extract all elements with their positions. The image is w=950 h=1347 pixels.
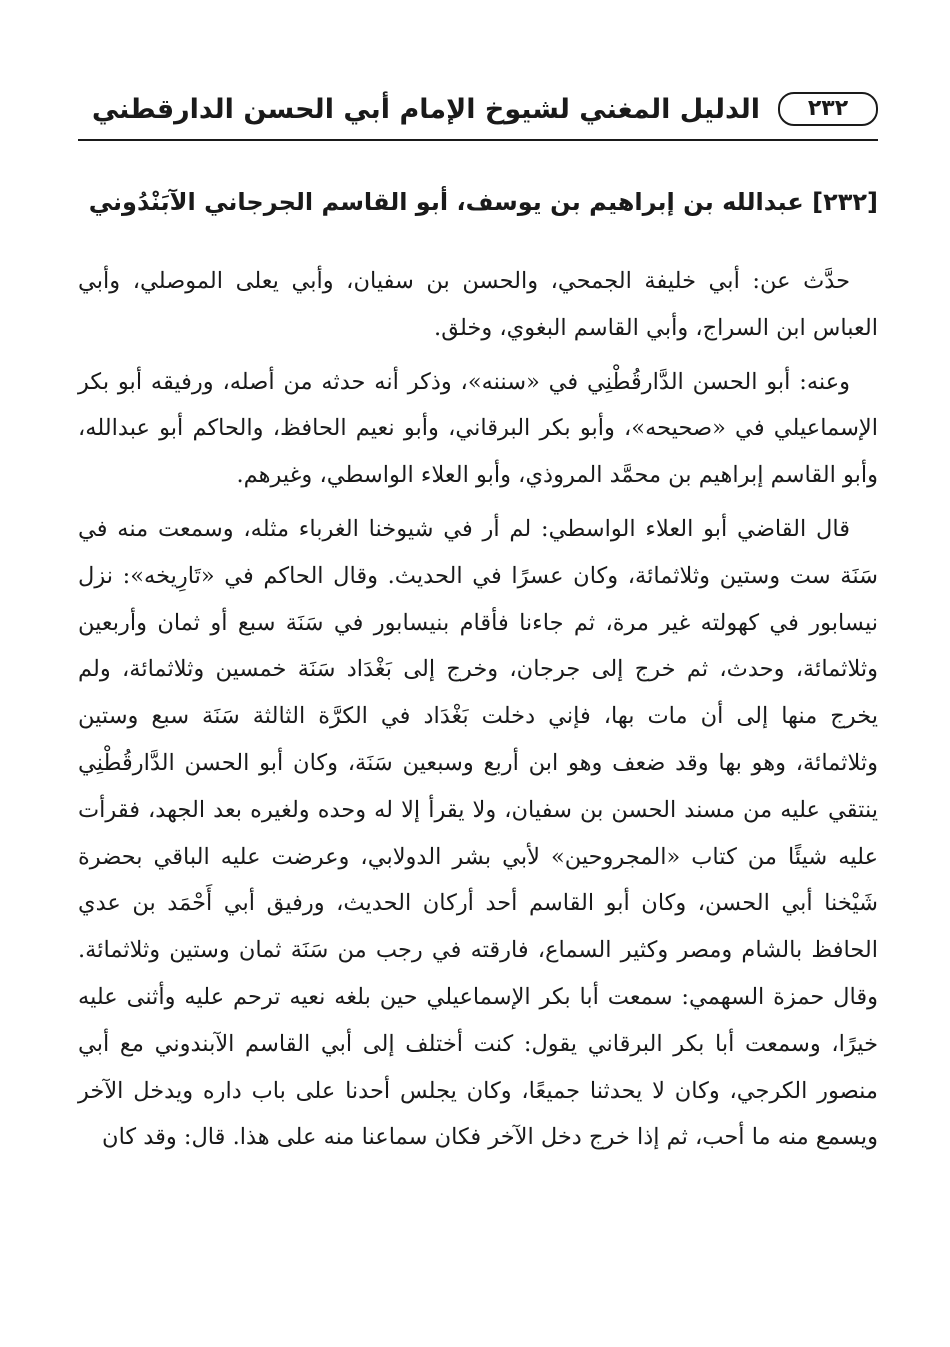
- entry-heading: [٢٣٢] عبدالله بن إبراهيم بن يوسف، أبو القاسم الجرجاني الآبَنْدُوني: [88, 188, 878, 216]
- paragraph-students: وعنه: أبو الحسن الدَّارقُطْنِي في «سننه»، وذكر أنه حدثه من أصله، ورفيقه أبو بكر الإسماعيلي في «صحيحه»، وأبو بكر البرقاني، وأبو نعيم الحافظ، والحاكم أبو عبدالله، وأبو القاسم إبراهيم بن محمَّد المروذي، وأبو العلاء الواسطي، وغيرهم.: [78, 368, 878, 489]
- paragraph-teachers: حدَّث عن: أبي خليفة الجمحي، والحسن بن سفيان، وأبي يعلى الموصلي، وأبي العباس ابن السراج، وأبي القاسم البغوي، وخلق.: [78, 268, 878, 341]
- book-page: [78, 0, 878, 1347]
- paragraph-biography: قال القاضي أبو العلاء الواسطي: لم أر في شيوخنا الغرباء مثله، وسمعت منه في سَنَة ست وستين وثلاثمائة، وكان عسرًا في الحديث. وقال الحاكم في «تَارِيخه»: نزل نيسابور في كهولته غير مرة، ثم جاءنا فأقام بنيسابور في سَنَة سبع أو ثمان وأربعين وثلاثمائة، وحدث، ثم خرج إلى جرجان، وخرج إلى بَغْدَاد سَنَة خمسين وثلاثمائة، ولم يخرج منها إلى أن مات بها، فإني دخلت بَغْدَاد في الكرَّة الثالثة سَنَة سبع وستين وثلاثمائة، وهو بها وقد ضعف وهو ابن أربع وسبعين سَنَة، وكان أبو الحسن الدَّارقُطْنِي ينتقي عليه من مسند الحسن بن سفيان، ولا يقرأ إلا له وحده ولغيره بعد الجهد، فقرأت عليه شيئًا من كتاب «المجروحين» لأبي بشر الدولابي، وعرضت عليه الباقي بحضرة شَيْخنا أبي الحسن، وكان أبو القاسم أحد أركان الحديث، ورفيق أبي أَحْمَد بن عدي الحافظ بالشام ومصر وكثير السماع، فارقته في رجب من سَنَة ثمان وستين وثلاثمائة. وقال حمزة السهمي: سمعت أبا بكر الإسماعيلي حين بلغه نعيه ترحم عليه وأثنى عليه خيرًا، وسمعت أبا بكر البرقاني يقول: كنت أختلف إلى أبي القاسم الآبندوني مع أبي منصور الكرجي، وكان لا يحدثنا جميعًا، وكان يجلس أحدنا على باب داره ويدخل الآخر ويسمع منه ما أحب، ثم إذا خرج دخل الآخر فكان سماعنا منه على هذا. قال: وقد كان: [78, 515, 878, 1151]
- page-header: [78, 88, 878, 140]
- running-title: الدليل المغني لشيوخ الإمام أبي الحسن الدارقطني: [91, 94, 760, 125]
- page-number-badge: ٢٣٢: [778, 92, 878, 126]
- entry-body: [78, 258, 878, 1161]
- header-divider: [78, 139, 878, 141]
